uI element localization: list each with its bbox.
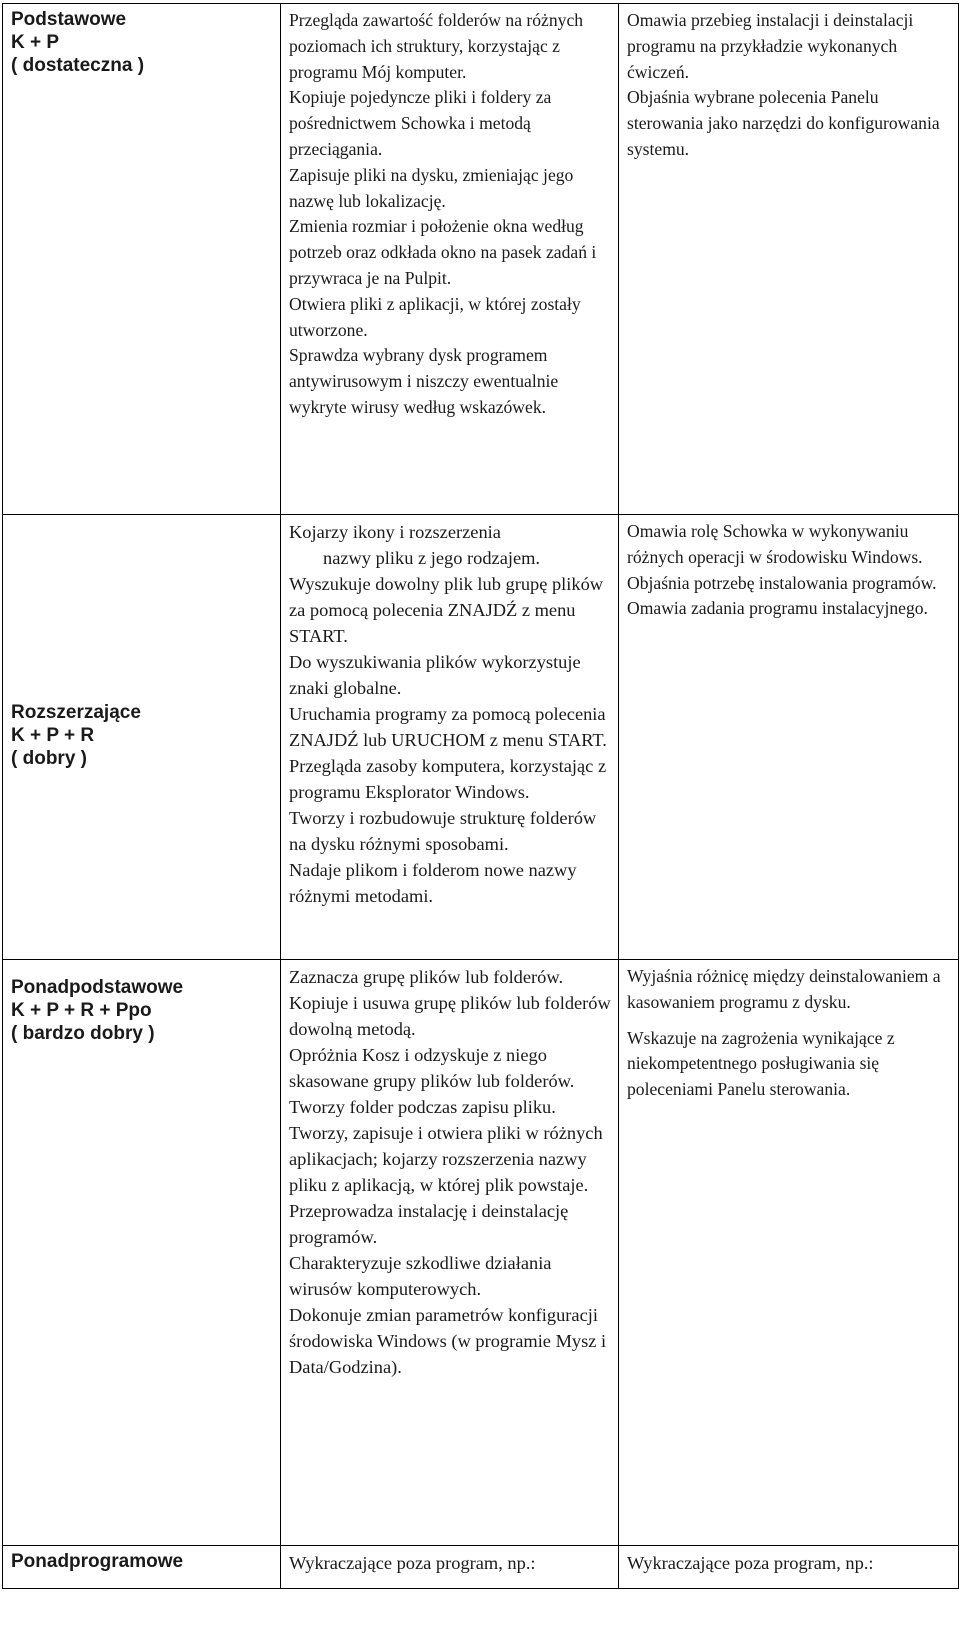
knowledge-cell xyxy=(619,4,959,515)
skills-cell xyxy=(281,1546,619,1589)
list-item: Zaznacza grupę plików lub folderów. xyxy=(289,967,564,987)
table-row xyxy=(3,1546,959,1589)
knowledge-cell xyxy=(619,515,959,960)
list-item: Omawia zadania programu instalacyjnego. xyxy=(627,598,928,619)
list-item: Wykraczające poza program, np.: xyxy=(627,1553,874,1573)
skills-cell xyxy=(281,4,619,515)
list-item: Zapisuje pliki na dysku, zmieniając jego nazwę lub lokalizację. xyxy=(289,164,574,211)
level-name: Rozszerzające xyxy=(11,701,141,723)
list-item: Kojarzy ikony i rozszerzenia xyxy=(289,522,501,542)
table-row xyxy=(3,960,959,1546)
list-item: Charakteryzuje szkodliwe działania wirusów komputerowych. xyxy=(289,1253,552,1299)
list-item: Tworzy i rozbudowuje strukturę folderów na dysku różnymi sposobami. xyxy=(289,808,597,854)
requirements-table xyxy=(2,3,959,1589)
level-cell xyxy=(3,515,281,960)
level-grade: ( dostateczna ) xyxy=(11,55,145,76)
list-item: Kopiuje i usuwa grupę plików lub folderów dowolną metodą. xyxy=(289,993,611,1039)
list-item: Tworzy, zapisuje i otwiera pliki w różnych aplikacjach; kojarzy rozszerzenia nazwy pliku z aplikacją, w której plik powstaje. xyxy=(289,1123,603,1195)
level-grade: ( bardzo dobry ) xyxy=(11,1023,155,1044)
level-name: Ponadprogramowe xyxy=(11,1551,184,1572)
list-item: Wyszukuje dowolny plik lub grupę plików za pomocą polecenia ZNAJDŹ z menu START. xyxy=(289,574,604,646)
list-item: Omawia przebieg instalacji i deinstalacji programu na przykładzie wykonanych ćwiczeń. xyxy=(627,10,914,82)
knowledge-cell xyxy=(619,960,959,1546)
level-grade: ( dobry ) xyxy=(11,747,87,769)
table-row xyxy=(3,515,959,960)
skills-cell xyxy=(281,515,619,960)
list-item: Uruchamia programy za pomocą polecenia ZNAJDŹ lub URUCHOM z menu START. xyxy=(289,704,607,750)
knowledge-cell xyxy=(619,1546,959,1589)
list-item: Wykraczające poza program, np.: xyxy=(289,1553,536,1573)
list-item: Objaśnia potrzebę instalowania programów. xyxy=(627,572,937,593)
list-item: Dokonuje zmian parametrów konfiguracji środowiska Windows (w programie Mysz i Data/Godzina). xyxy=(289,1305,607,1377)
level-formula: K + P + R + Ppo xyxy=(11,1000,152,1021)
list-item: Do wyszukiwania plików wykorzystuje znaki globalne. xyxy=(289,652,581,698)
list-item: Otwiera pliki z aplikacji, w której zostały utworzone. xyxy=(289,293,581,340)
level-cell xyxy=(3,1546,281,1589)
list-item: Wskazuje na zagrożenia wynikające z niekompetentnego posługiwania się poleceniami Panelu sterowania. xyxy=(627,1027,895,1100)
list-item: Tworzy folder podczas zapisu pliku. xyxy=(289,1097,556,1117)
list-item: Wyjaśnia różnicę między deinstalowaniem a kasowaniem programu z dysku. xyxy=(627,966,941,1012)
list-item: Omawia rolę Schowka w wykonywaniu różnych operacji w środowisku Windows. xyxy=(627,521,923,567)
skills-cell xyxy=(281,960,619,1546)
list-item: nazwy pliku z jego rodzajem. xyxy=(323,548,541,568)
list-item: Nadaje plikom i folderom nowe nazwy różnymi metodami. xyxy=(289,860,577,906)
table-row xyxy=(3,4,959,515)
level-cell xyxy=(3,960,281,1546)
level-name: Podstawowe xyxy=(11,9,127,30)
list-item: Objaśnia wybrane polecenia Panelu sterowania jako narzędzi do konfigurowania systemu. xyxy=(627,87,940,159)
level-name: Ponadpodstawowe xyxy=(11,977,184,998)
list-item: Przeprowadza instalację i deinstalację programów. xyxy=(289,1201,569,1247)
list-item: Opróżnia Kosz i odzyskuje z niego skasowane grupy plików lub folderów. xyxy=(289,1045,575,1091)
list-item: Zmienia rozmiar i położenie okna według potrzeb oraz odkłada okno na pasek zadań i przywraca je na Pulpit. xyxy=(289,216,597,288)
level-formula: K + P + R xyxy=(11,724,95,746)
level-formula: K + P xyxy=(11,32,60,53)
list-item: Przegląda zasoby komputera, korzystając z programu Eksplorator Windows. xyxy=(289,756,607,802)
list-item: Kopiuje pojedyncze pliki i foldery za pośrednictwem Schowka i metodą przeciągania. xyxy=(289,87,552,159)
level-cell xyxy=(3,4,281,515)
list-item: Przegląda zawartość folderów na różnych poziomach ich struktury, korzystając z programu Mój komputer. xyxy=(289,10,584,82)
list-item: Sprawdza wybrany dysk programem antywirusowym i niszczy ewentualnie wykryte wirusy według wskazówek. xyxy=(289,345,559,417)
